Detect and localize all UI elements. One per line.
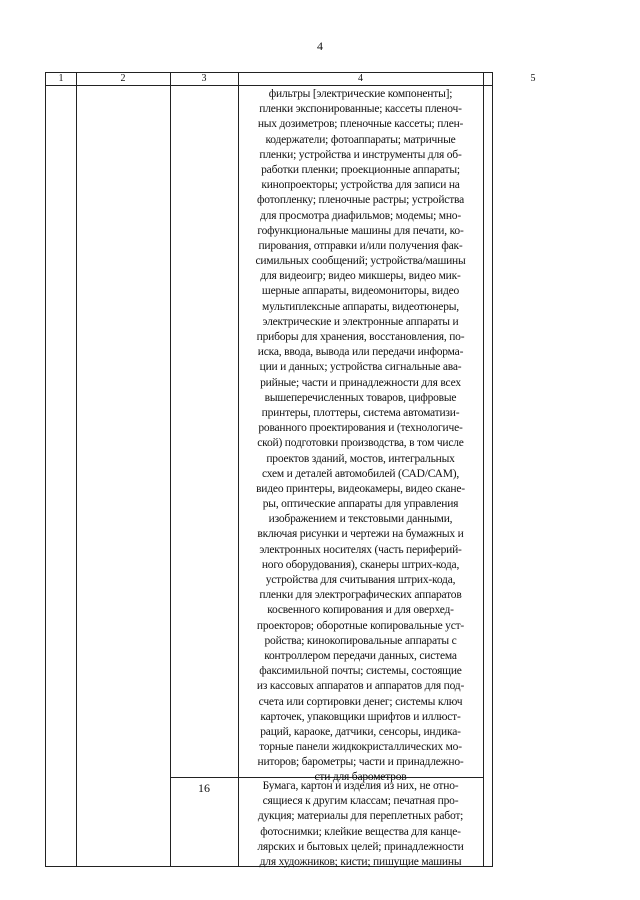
goods-description-row-1 [239, 87, 482, 786]
description-line: ниторов; барометры; части и принадлежно- [257, 756, 464, 769]
description-line: карточек, упаковщики шрифтов и иллюст- [260, 710, 461, 723]
description-line: фотоснимки; клейкие вещества для канце- [260, 825, 461, 838]
description-line: симильных сообщений; устройства/машины [255, 255, 466, 268]
description-line: сти для барометров [314, 771, 407, 784]
column-divider [76, 73, 77, 866]
description-line: из кассовых аппаратов и аппаратов для под- [256, 680, 465, 693]
description-line: Бумага, картон и изделия из них, не отно- [262, 780, 459, 792]
description-line: схем и деталей автомобилей (САD/САМ), [261, 467, 460, 480]
description-line: счета или сортировки денег; системы ключ [258, 695, 463, 708]
description-line: пленки для электрографических аппаратов [259, 589, 462, 602]
description-line: торные панели жидкокристаллических мо- [259, 741, 462, 754]
description-line: устройства для считывания штрих-кода, [265, 574, 456, 586]
goods-description-row-2 [239, 779, 482, 870]
description-line: фильтры [электрические компоненты]; [268, 88, 453, 100]
description-line: лярских и бытовых целей; принадлежности [257, 840, 464, 853]
description-line: для видеоигр; видео микшеры, видео мик- [260, 270, 461, 283]
header-col-1: 1 [58, 73, 64, 84]
description-line: изображением и текстовыми данными, [268, 513, 453, 526]
description-line: сящиеся к другим классам; печатная про- [262, 795, 459, 808]
description-line: ры, оптические аппараты для управления [262, 498, 459, 511]
class-number: 16 [198, 781, 210, 795]
description-line: включая рисунки и чертежи на бумажных и [257, 528, 464, 541]
description-line: проектов зданий, мостов, интегральных [266, 452, 455, 465]
description-line: кодержатели; фотоаппараты; матричные [265, 133, 456, 146]
description-line: для художников; кисти; пишущие машины [259, 855, 462, 868]
description-line: дукция; материалы для переплетных работ; [257, 810, 464, 823]
description-line: электронных носителях (часть периферий- [259, 543, 462, 556]
description-line: гофункциональные машины для печати, ко- [257, 224, 464, 237]
header-col-5: 5 [530, 73, 536, 84]
header-col-4: 4 [358, 73, 363, 84]
description-line: ного оборудования), сканеры штрих-кода, [261, 558, 460, 571]
description-line: шерные аппараты, видеомониторы, видео [261, 285, 460, 298]
description-line: мультиплексные аппараты, видеотюнеры, [262, 300, 459, 313]
column-divider [483, 73, 484, 866]
description-line: пленки; устройства и инструменты для об- [259, 148, 462, 161]
header-col-3: 3 [201, 73, 207, 84]
description-line: пленки экспонированные; кассеты пленоч- [259, 103, 462, 116]
description-line: проекторов; оборотные копировальные уст- [256, 619, 465, 632]
column-divider [170, 73, 171, 866]
goods-services-table [45, 72, 536, 868]
description-line: видео принтеры, видеокамеры, видео скане- [256, 482, 465, 495]
description-line: раций, караоке, датчики, сенсоры, индика- [260, 725, 461, 738]
description-line: ройства; кинокопировальные аппараты с [264, 634, 457, 647]
description-line: ской) подготовки производства, в том числе [257, 437, 464, 450]
table-header-row [46, 73, 536, 86]
description-line: вышеперечисленных товаров, цифровые [264, 391, 457, 404]
description-line: ных дозиметров; пленочные кассеты; плен- [257, 118, 464, 131]
description-line: косвенного копирования и для оверхед- [267, 604, 454, 617]
description-line: принтеры, плоттеры, система автоматизи- [261, 406, 460, 419]
description-line: электрические и электронные аппараты и [262, 315, 459, 328]
description-line: приборы для хранения, восстановления, по- [256, 331, 465, 343]
description-line: рованного проектирования и (технологиче- [258, 422, 463, 435]
description-line: рийные; части и принадлежности для всех [260, 376, 461, 389]
description-line: контроллером передачи данных, система [264, 649, 457, 662]
description-line: кинопроекторы; устройства для записи на [261, 179, 460, 192]
description-line: факсимильной почты; системы, состоящие [259, 665, 462, 678]
description-line: пирования, отправки и/или получения фак- [258, 239, 463, 252]
header-col-2: 2 [120, 73, 126, 84]
description-line: иска, ввода, вывода или передачи информа- [257, 346, 464, 359]
description-line: для просмотра диафильмов; модемы; мно- [260, 209, 461, 222]
page-number: 4 [317, 39, 323, 53]
description-line: фотопленку; пленочные растры; устройства [256, 194, 465, 207]
description-line: ции и данных; устройства сигнальные ава- [259, 361, 462, 374]
description-line: работки пленки; проекционные аппараты; [261, 163, 460, 176]
